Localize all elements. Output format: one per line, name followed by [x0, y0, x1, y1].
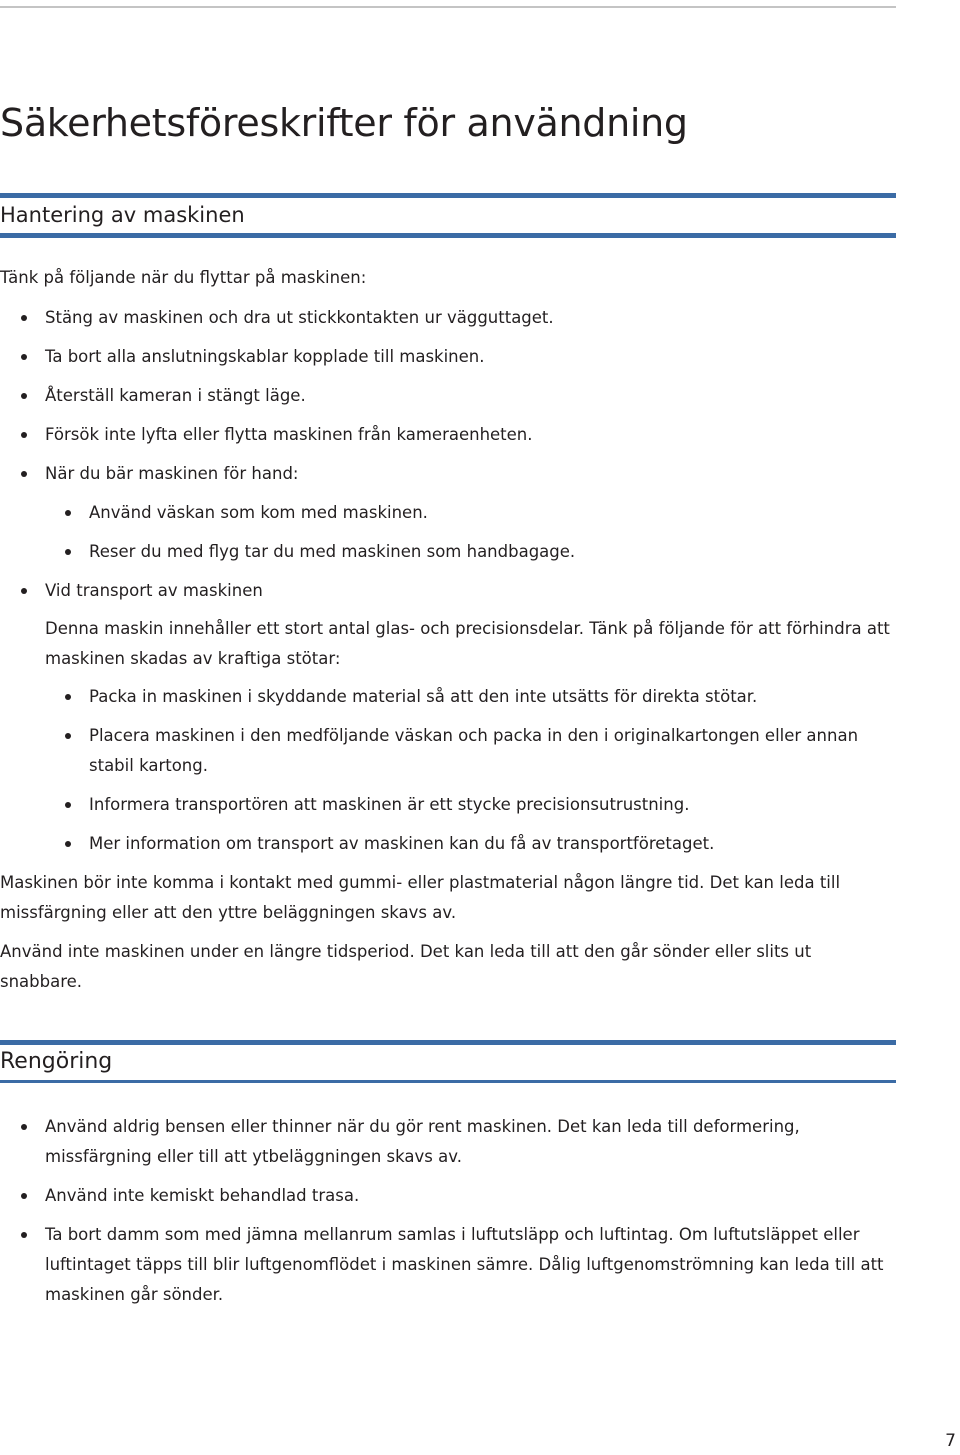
list-item: Använd aldrig bensen eller thinner när du gör rent maskinen. Det kan leda till deformering, missfärgning eller till att ytbeläggningen skavs av.: [45, 1117, 800, 1166]
handling-intro: Tänk på följande när du flyttar på maskinen:: [0, 268, 367, 287]
section-top-bar: [0, 1040, 896, 1045]
list-item: Vid transport av maskinen: [45, 581, 263, 600]
sub-bullet-dot: [65, 549, 71, 555]
list-item: Ta bort damm som med jämna mellanrum samlas i luftutsläpp och luftintag. Om luftutsläppet eller luftintaget täpps till blir luftgenomflödet i maskinen sämre. Dålig luftgenomströmning kan leda till att maskinen går sönder.: [45, 1225, 884, 1304]
sub-list-item: Placera maskinen i den medföljande väskan och packa in den i originalkartongen eller annan stabil kartong.: [89, 726, 859, 775]
transport-paragraph: Denna maskin innehåller ett stort antal glas- och precisionsdelar. Tänk på följande för att förhindra att maskinen skadas av kraftiga stötar:: [45, 619, 890, 668]
list-item: Använd inte kemiskt behandlad trasa.: [45, 1186, 360, 1205]
bullet-dot: [21, 393, 27, 399]
sub-list-item: Mer information om transport av maskinen kan du få av transportföretaget.: [89, 834, 715, 853]
list-item: När du bär maskinen för hand:: [45, 464, 299, 483]
sub-bullet-dot: [65, 733, 71, 739]
bullet-dot: [21, 432, 27, 438]
section-heading-handling: Hantering av maskinen: [0, 203, 245, 227]
section-bottom-bar: [0, 233, 896, 238]
page-number: 7: [945, 1431, 956, 1451]
bullet-dot: [21, 588, 27, 594]
bullet-dot: [21, 354, 27, 360]
sub-bullet-dot: [65, 802, 71, 808]
sub-list-item: Packa in maskinen i skyddande material så att den inte utsätts för direkta stötar.: [89, 687, 758, 706]
bullet-dot: [21, 315, 27, 321]
rubber-plastic-paragraph: Maskinen bör inte komma i kontakt med gummi- eller plastmaterial någon längre tid. Det kan leda till missfärgning eller att den yttre beläggningen skavs av.: [0, 873, 841, 922]
list-item: Återställ kameran i stängt läge.: [45, 386, 306, 405]
section-top-bar: [0, 193, 896, 198]
section-handling-header: [0, 193, 896, 238]
sub-bullet-dot: [65, 841, 71, 847]
sub-bullet-dot: [65, 694, 71, 700]
long-period-paragraph: Använd inte maskinen under en längre tidsperiod. Det kan leda till att den går sönder eller slits ut snabbare.: [0, 942, 812, 991]
list-item: Ta bort alla anslutningskablar kopplade till maskinen.: [45, 347, 485, 366]
page-title: Säkerhetsföreskrifter för användning: [0, 101, 688, 145]
bullet-dot: [21, 1124, 27, 1130]
list-item: Försök inte lyfta eller flytta maskinen från kameraenheten.: [45, 425, 533, 444]
bullet-dot: [21, 1232, 27, 1238]
sub-bullet-dot: [65, 510, 71, 516]
section-bottom-bar: [0, 1080, 896, 1083]
bullet-dot: [21, 471, 27, 477]
section-heading-cleaning: Rengöring: [0, 1049, 113, 1074]
list-item: Stäng av maskinen och dra ut stickkontakten ur vägguttaget.: [45, 308, 554, 327]
sub-list-item: Informera transportören att maskinen är ett stycke precisionsutrustning.: [89, 795, 690, 814]
sub-list-item: Använd väskan som kom med maskinen.: [89, 503, 428, 522]
section-cleaning-header: [0, 1040, 896, 1083]
sub-list-item: Reser du med flyg tar du med maskinen som handbagage.: [89, 542, 576, 561]
top-rule: [0, 6, 896, 8]
bullet-dot: [21, 1193, 27, 1199]
